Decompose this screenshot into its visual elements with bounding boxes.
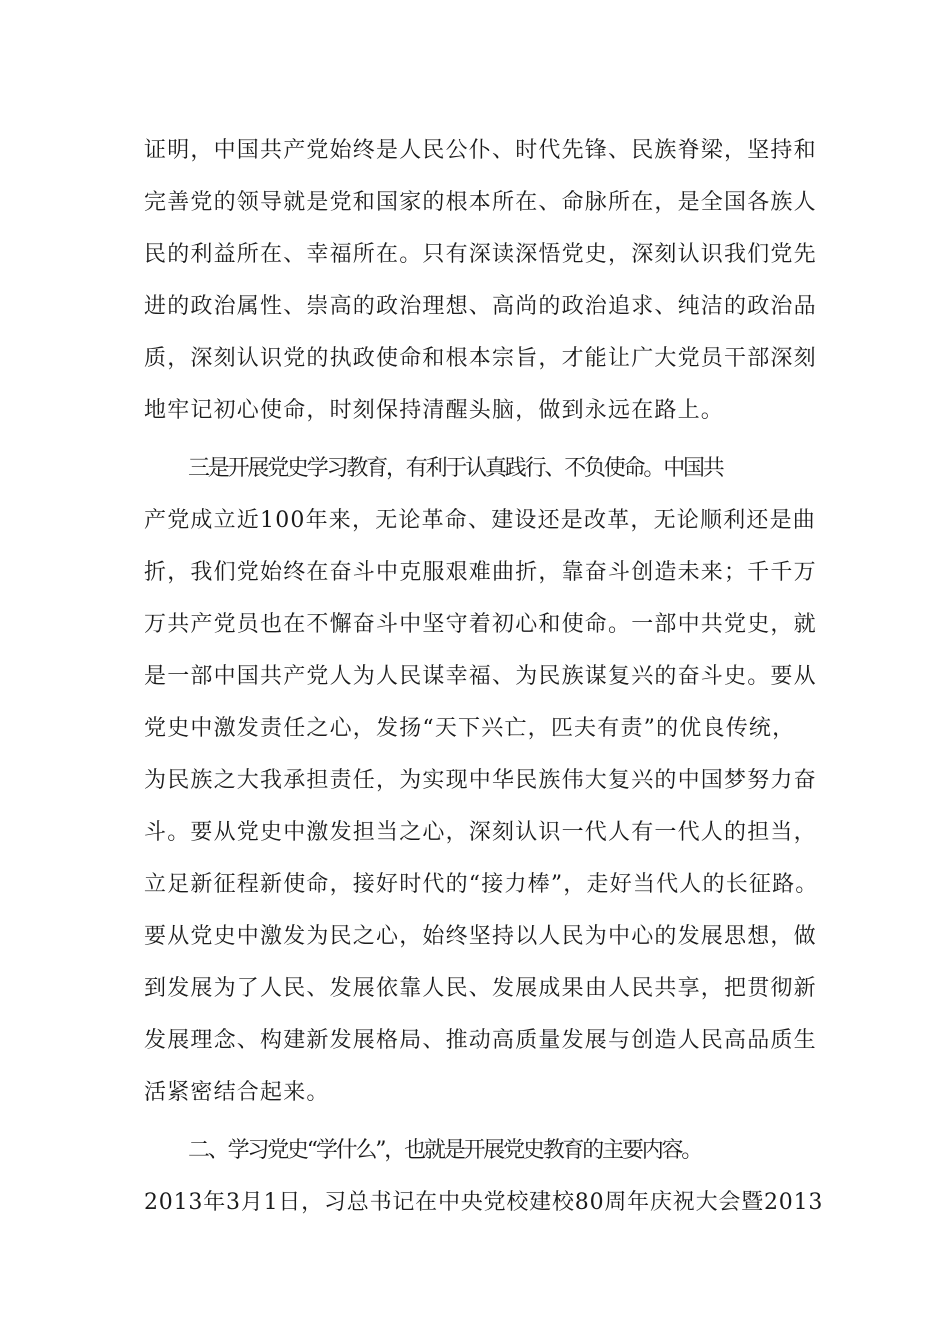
text-line: 进的政治属性、崇高的政治理想、高尚的政治追求、纯洁的政治品 bbox=[144, 294, 817, 319]
text-line: 到发展为了人民、发展依靠人民、发展成果由人民共享，把贯彻新 bbox=[144, 976, 817, 1001]
text-line: 为民族之大我承担责任，为实现中华民族伟大复兴的中国梦努力奋 bbox=[144, 768, 817, 793]
text-line: 发展理念、构建新发展格局、推动高质量发展与创造人民高品质生 bbox=[144, 1028, 817, 1053]
text-line: 要从党史中激发为民之心，始终坚持以人民为中心的发展思想，做 bbox=[144, 924, 817, 949]
text-line: 万共产党员也在不懈奋斗中坚守着初心和使命。一部中共党史，就 bbox=[144, 612, 817, 637]
text-line: 民的利益所在、幸福所在。只有深读深悟党史，深刻认识我们党先 bbox=[144, 242, 817, 267]
text-line: 质，深刻认识党的执政使命和根本宗旨，才能让广大党员干部深刻 bbox=[144, 346, 817, 371]
text-line: 2013年3月1日，习总书记在中央党校建校80周年庆祝大会暨2013 bbox=[144, 1190, 824, 1215]
section-heading-line: 二、学习党史“学什么”，也就是开展党史教育的主要内容。 bbox=[188, 1138, 702, 1163]
text-line: 地牢记初心使命，时刻保持清醒头脑，做到永远在路上。 bbox=[144, 398, 725, 423]
text-line: 完善党的领导就是党和国家的根本所在、命脉所在，是全国各族人 bbox=[144, 190, 817, 215]
text-line: 产党成立近100年来，无论革命、建设还是改革，无论顺利还是曲 bbox=[144, 508, 816, 533]
text-line: 折，我们党始终在奋斗中克服艰难曲折，靠奋斗创造未来；千千万 bbox=[144, 560, 817, 585]
text-line: 活紧密结合起来。 bbox=[144, 1080, 330, 1105]
paragraph-first-line: 三是开展党史学习教育，有利于认真践行、不负使命。中国共 bbox=[188, 456, 723, 481]
text-line: 是一部中国共产党人为人民谋幸福、为民族谋复兴的奋斗史。要从 bbox=[144, 664, 817, 689]
text-line: 立足新征程新使命，接好时代的“接力棒”，走好当代人的长征路。 bbox=[144, 872, 819, 897]
text-line: 斗。要从党史中激发担当之心，深刻认识一代人有一代人的担当， bbox=[144, 820, 817, 845]
text-line: 党史中激发责任之心，发扬“天下兴亡，匹夫有责”的优良传统， bbox=[144, 716, 796, 741]
text-line: 证明，中国共产党始终是人民公仆、时代先锋、民族脊梁，坚持和 bbox=[144, 138, 817, 163]
